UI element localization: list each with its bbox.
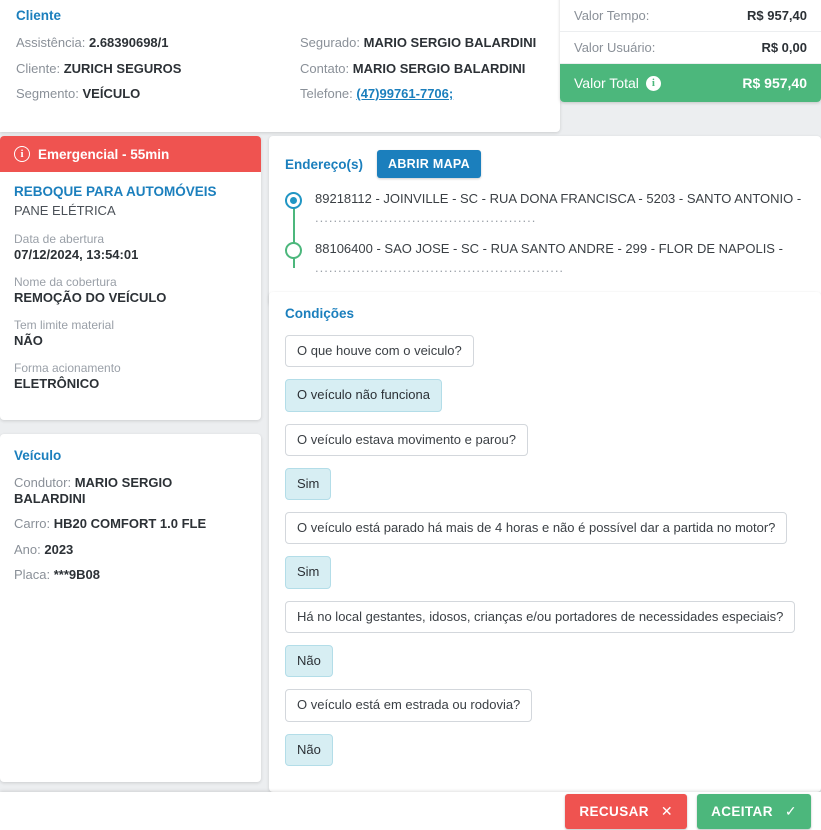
label: Condutor:	[14, 475, 75, 490]
conditions-row	[285, 734, 805, 766]
client-field-cliente	[16, 61, 280, 77]
alert-info-icon: i	[14, 146, 30, 162]
value: VEÍCULO	[82, 86, 141, 102]
accept-button-label: ACEITAR	[711, 803, 773, 819]
client-field-segmento	[16, 86, 280, 102]
provider-value-panel	[560, 0, 821, 102]
emergency-badge-label: Emergencial - 55min	[38, 146, 170, 162]
condition-answer: O veículo não funciona	[285, 379, 442, 411]
address-text-overflow: ......................................................	[315, 259, 565, 275]
list-item[interactable]	[315, 190, 805, 228]
total-label: Valor Total	[574, 75, 639, 91]
field-forma-acionamento	[14, 361, 247, 391]
vehicle-field-placa	[14, 567, 247, 583]
conditions-card	[269, 292, 821, 792]
label: Contato:	[300, 60, 353, 76]
refuse-button-label: RECUSAR	[579, 803, 649, 819]
field-data-abertura	[14, 232, 247, 262]
conditions-row	[285, 512, 805, 544]
action-bar	[0, 792, 821, 830]
client-field-assistencia	[16, 35, 280, 51]
label: Ano:	[14, 541, 45, 557]
client-info-right	[280, 35, 544, 112]
label: Valor Tempo:	[574, 8, 650, 23]
value: MARIO SERGIO BALARDINI	[363, 35, 537, 50]
label: Telefone:	[300, 86, 357, 102]
label: Cliente:	[16, 60, 64, 76]
value: 2.68390698/1	[88, 35, 169, 50]
address-text: 88106400 - SAO JOSE - SC - RUA SANTO ANDRE - 299 - FLOR DE NAPOLIS -	[315, 240, 783, 256]
vehicle-field-carro	[14, 516, 247, 532]
conditions-card-title: Condições	[285, 306, 355, 321]
condition-answer: Sim	[285, 468, 331, 500]
condition-question: O veículo está em estrada ou rodovia?	[285, 689, 532, 721]
conditions-row	[285, 601, 805, 633]
value: 07/12/2024, 13:54:01	[14, 247, 139, 262]
total-label-group	[574, 75, 661, 91]
condition-question: O veículo está parado há mais de 4 horas e não é possível dar a partida no motor?	[285, 512, 787, 544]
conditions-row	[285, 645, 805, 677]
list-item[interactable]	[315, 240, 805, 278]
label: Segurado:	[300, 35, 364, 50]
vehicle-field-condutor	[14, 475, 247, 506]
left-column	[0, 136, 261, 782]
origin-pin-icon	[285, 192, 302, 209]
label: Valor Usuário:	[574, 40, 656, 55]
client-card-title: Cliente	[16, 8, 62, 23]
phone-link[interactable]: (47)99761-7706;	[356, 86, 454, 102]
service-name: REBOQUE PARA AUTOMÓVEIS	[14, 184, 217, 199]
accept-button[interactable]	[697, 794, 811, 829]
label: Carro:	[14, 516, 54, 532]
condition-question: Há no local gestantes, idosos, crianças e/ou portadores de necessidades especiais?	[285, 601, 795, 633]
field-nome-cobertura	[14, 275, 247, 305]
value: MARIO SERGIO BALARDINI	[352, 60, 526, 76]
client-field-contato	[300, 61, 544, 77]
label: Placa:	[14, 567, 54, 583]
label: Forma acionamento	[14, 361, 121, 375]
label: Data de abertura	[14, 232, 105, 246]
value: ***9B08	[53, 567, 101, 583]
condition-answer: Não	[285, 645, 333, 677]
vehicle-card-title: Veículo	[14, 448, 62, 463]
emergency-card	[0, 136, 261, 420]
label: Tem limite material	[14, 318, 115, 332]
conditions-row	[285, 335, 805, 367]
value: ZURICH SEGUROS	[63, 60, 182, 76]
value-row-tempo	[560, 0, 821, 32]
address-card-title: Endereço(s)	[285, 156, 364, 172]
value: HB20 COMFORT 1.0 FLE	[53, 516, 207, 532]
value: REMOÇÃO DO VEÍCULO	[14, 290, 167, 305]
problem-name: PANE ELÉTRICA	[14, 203, 116, 218]
condition-question: O veículo estava movimento e parou?	[285, 424, 528, 456]
address-header	[285, 150, 805, 178]
vehicle-card	[0, 434, 261, 782]
condition-question: O que houve com o veiculo?	[285, 335, 474, 367]
value: 2023	[44, 541, 74, 557]
client-field-segurado	[300, 35, 544, 51]
value-row-total	[560, 64, 821, 102]
refuse-button[interactable]	[565, 794, 687, 829]
conditions-row	[285, 468, 805, 500]
value: R$ 0,00	[761, 40, 807, 55]
close-icon: ✕	[660, 802, 674, 819]
address-list	[285, 190, 805, 277]
check-icon: ✓	[784, 802, 797, 819]
client-info-left	[16, 35, 280, 112]
address-card	[269, 136, 821, 305]
destination-pin-icon	[285, 242, 302, 259]
value: ELETRÔNICO	[14, 376, 100, 391]
conditions-row	[285, 379, 805, 411]
value: MARIO SERGIO BALARDINI	[14, 475, 173, 506]
condition-answer: Sim	[285, 556, 331, 588]
conditions-row	[285, 556, 805, 588]
client-field-telefone	[300, 86, 544, 102]
info-icon[interactable]: i	[646, 76, 661, 91]
address-text: 89218112 - JOINVILLE - SC - RUA DONA FRANCISCA - 5203 - SANTO ANTONIO -	[315, 191, 802, 206]
conditions-row	[285, 424, 805, 456]
client-card	[0, 0, 560, 132]
value-row-usuario	[560, 32, 821, 64]
label: Assistência:	[16, 35, 89, 50]
field-limite-material	[14, 318, 247, 348]
open-map-button[interactable]: ABRIR MAPA	[377, 150, 481, 178]
condition-answer: Não	[285, 734, 333, 766]
label: Segmento:	[16, 86, 83, 102]
label: Nome da cobertura	[14, 275, 117, 289]
top-section	[0, 0, 821, 132]
total-value: R$ 957,40	[742, 75, 807, 91]
value: NÃO	[14, 333, 43, 348]
emergency-body	[0, 172, 261, 420]
address-text-overflow: ................................................	[315, 209, 537, 225]
value: R$ 957,40	[747, 8, 807, 23]
vehicle-field-ano	[14, 542, 247, 558]
emergency-badge	[0, 136, 261, 172]
conditions-row	[285, 689, 805, 721]
